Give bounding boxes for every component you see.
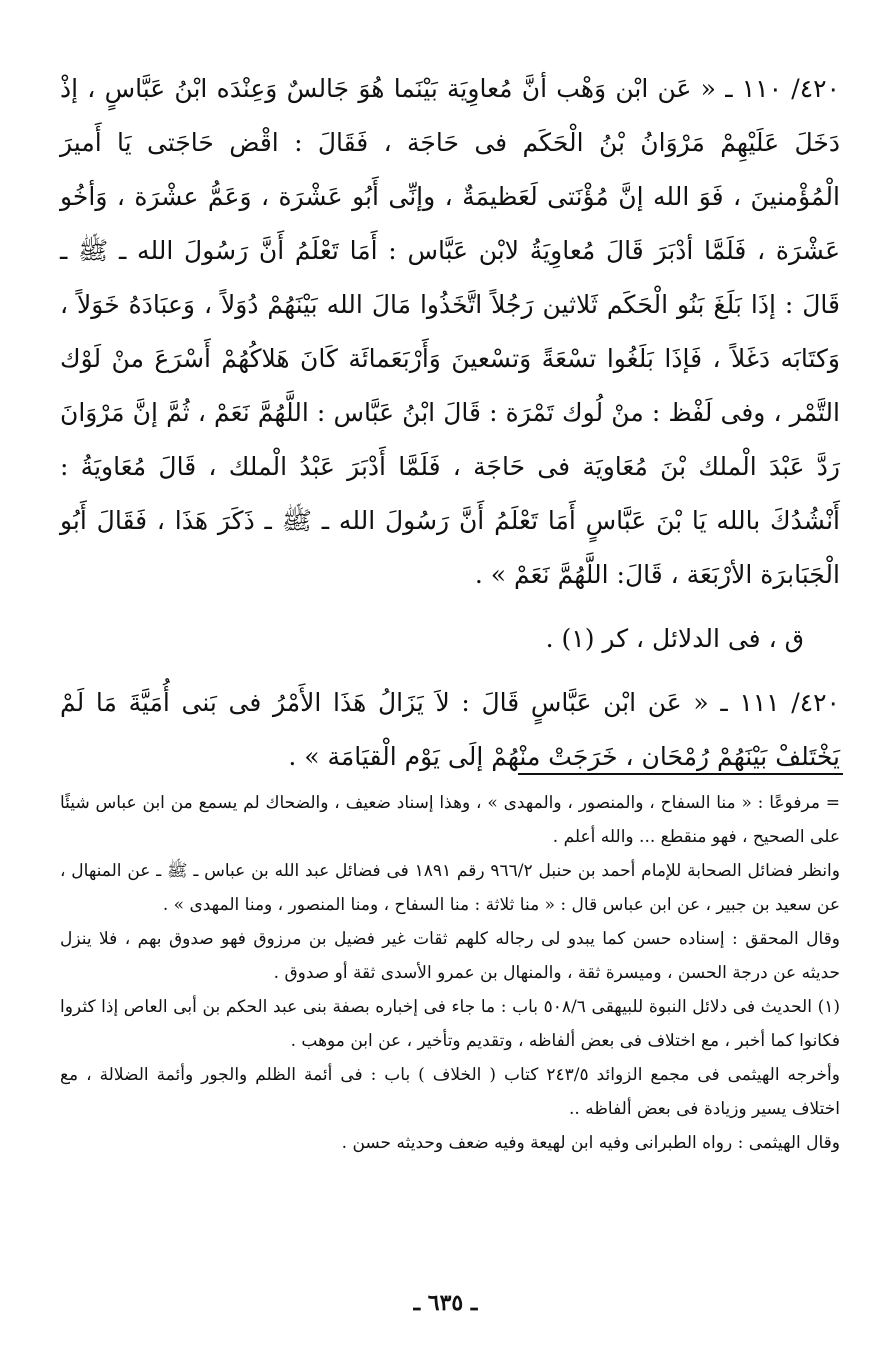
source-line: ق ، فى الدلائل ، كر (١) . <box>545 624 804 653</box>
footnotes <box>60 786 840 1160</box>
main-text <box>60 62 840 784</box>
footnote-1: (١) الحديث فى دلائل النبوة للبيهقى ٥٠٨/٦ باب : ما جاء فى إخباره بصفة بنى عبد الحكم بن أبى العاص إذا كثروا فكانوا كما أخبر ، مع اختلاف فى بعض ألفاظه ، وتقديم وتأخير ، عن ابن موهب . <box>60 997 840 1051</box>
footnote-muhaqqiq: وقال المحقق : إسناده حسن كما يبدو لى رجاله كلهم ثقات غير فضيل بن مرزوق فهو صدوق بهم ، فلا ينزل حديثه عن درجة الحسن ، وميسرة ثقة ، والمنهال بن عمرو الأسدى ثقة أو صدوق . <box>60 929 840 983</box>
footnote-haythami: وأخرجه الهيثمى فى مجمع الزوائد ٢٤٣/٥ كتاب ( الخلاف ) باب : فى أئمة الظلم والجور وأئمة الضلالة ، مع اختلاف يسير وزيادة فى بعض ألفاظه .. <box>60 1065 840 1119</box>
hadith-111: ٤٢٠/ ١١١ ـ « عَن ابْن عَبَّاسٍ قَالَ : لاَ يَزَالُ هَذَا الأَمْرُ فى بَنى أُمَيَّةَ مَا لَمْ يَخْتَلفْ بَيْنَهُمْ رُمْحَان ، خَرَجَتْ منْهُمْ إلَى يَوْم الْقيَامَة » . <box>60 688 840 771</box>
footnote-haythami-grade: وقال الهيثمى : رواه الطبرانى وفيه ابن لهيعة وفيه ضعف وحديثه حسن . <box>341 1133 840 1153</box>
hadith-110: ٤٢٠/ ١١٠ ـ « عَن ابْن وَهْب أنَّ مُعاوِيَة بَيْنَما هُوَ جَالسٌ وَعِنْدَه ابْنُ عَبَّاسٍ ، إذْ دَخَلَ عَلَيْهِمْ مَرْوَانُ بْنُ الْحَكَم فى حَاجَة ، فَقَالَ : اقْض حَاجَتى يَا أَميرَ الْمُؤْمنينَ ، فَوَ الله إنَّ مُؤْنَتى لَعَظيمَةٌ ، وإنِّى أَبُو عَشْرَة ، وَعَمُّ عشْرَة ، وَأخُو عَشْرَة ، فَلَمَّا أدْبَرَ قَالَ مُعاوِيَةُ لابْن عَبَّاس : أَمَا تَعْلَمُ أَنَّ رَسُولَ الله ـ ﷺ ـ قَالَ : إذَا بَلَغَ بَنُو الْحَكَم ثَلاثين رَجُلاً اتَّخَذُوا مَالَ الله بَيْنَهُمْ دُوَلاً ، وَعبَادَهُ خَوَلاً ، وَكتَابَه دَغَلاً ، فَإذَا بَلَغُوا تسْعَةً وَتسْعينَ وَأَرْبَعَمائَة كَانَ هَلاكُهُمْ أَسْرَعَ منْ لَوْك التَّمْر ، وفى لَفْظ : منْ لُوك تَمْرَة : قَالَ ابْنُ عَبَّاس : اللَّهُمَّ نَعَمْ ، ثُمَّ إنَّ مَرْوَانَ رَدَّ عَبْدَ الْملك بْنَ مُعَاويَة فى حَاجَة ، فَلَمَّا أَدْبَرَ عَبْدُ الْملك ، قَالَ مُعَاويَةُ : أَنْشُدُكَ بالله يَا بْنَ عَبَّاسٍ أَمَا تَعْلَمُ أَنَّ رَسُولَ الله ـ ﷺ ـ ذَكَرَ هَذَا ، فَقَالَ أَبُو الْجَبَابرَة الأرْبَعَة ، قَالَ: اللَّهُمَّ نَعَمْ » . <box>60 74 840 589</box>
footnote-continuation: = مرفوعًا : « منا السفاح ، والمنصور ، والمهدى » ، وهذا إسناد ضعيف ، والضحاك لم يسمع من ابن عباس شيئًا على الصحيح ، فهو منقطع ... والله أعلم . <box>60 793 840 847</box>
page-number: ـ ٦٣٥ ـ <box>413 1290 478 1316</box>
footnote-separator <box>518 773 843 775</box>
footnote-fadail: وانظر فضائل الصحابة للإمام أحمد بن حنبل ٩٦٦/٢ رقم ١٨٩١ فى فضائل عبد الله بن عباس ـ ﷺ ـ عن المنهال ، عن سعيد بن جبير ، عن ابن عباس قال : « منا ثلاثة : منا السفاح ، ومنا المنصور ، ومنا المهدى » . <box>60 861 840 915</box>
